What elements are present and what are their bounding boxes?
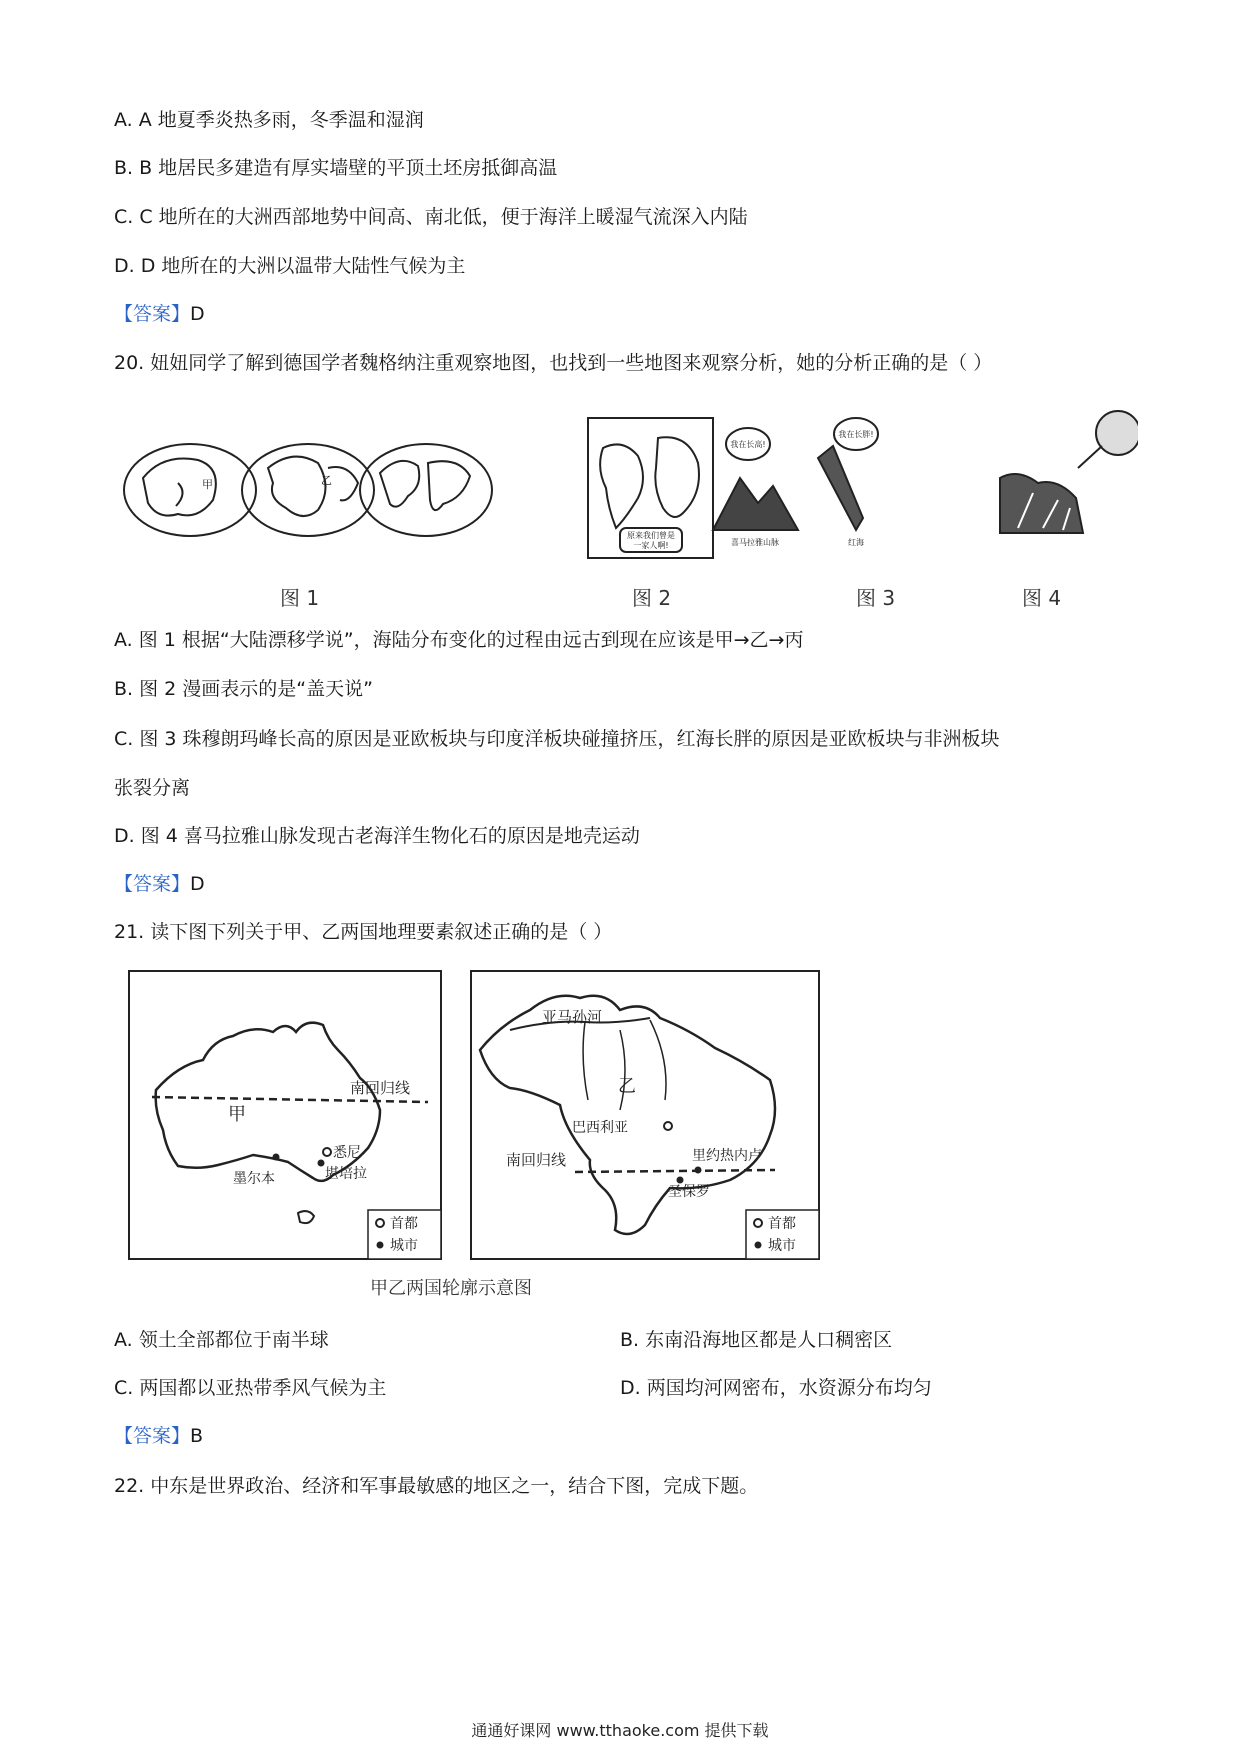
country-label: 乙 (618, 1076, 636, 1097)
fig2-bubble-line1: 原来我们曾是 (627, 531, 675, 540)
q21-option-d: D. 两国均河网密布，水资源分布均匀 (620, 1377, 932, 1399)
answer-tag: 【答案】 (114, 303, 191, 325)
answer-tag: 【答案】 (114, 1425, 191, 1447)
city-sydney: 悉尼 (333, 1145, 361, 1161)
fig2-bubble-line2: 一家人啊! (633, 541, 669, 550)
fig1-globes (124, 444, 492, 536)
fig2-caption: 图 2 (632, 586, 672, 610)
legend (746, 1210, 819, 1259)
q19-option-d: D. D 地所在的大洲以温带大陆性气候为主 (114, 255, 466, 277)
q20-option-d: D. 图 4 喜马拉雅山脉发现古老海洋生物化石的原因是地壳运动 (114, 825, 640, 847)
answer-tag: 【答案】 (114, 873, 191, 895)
legend-city: 城市 (768, 1238, 796, 1254)
city-brasilia: 巴西利亚 (572, 1120, 628, 1136)
q19-option-a: A. A 地夏季炎热多雨，冬季温和湿润 (114, 109, 424, 131)
fig4-caption: 图 4 (1022, 586, 1062, 610)
fig3-caption: 图 3 (856, 586, 896, 610)
city-melbourne: 墨尔本 (233, 1171, 275, 1187)
q20-option-b: B. 图 2 漫画表示的是“盖天说” (114, 678, 373, 700)
fig3-bubble-grow-fat: 我在长胖! (838, 430, 874, 439)
legend (368, 1210, 441, 1259)
fig3-bubble-grow-tall: 我在长高! (730, 440, 766, 449)
q21-answer (114, 1424, 203, 1448)
fig1-label-yi: 乙 (321, 474, 332, 487)
q20-option-a: A. 图 1 根据“大陆漂移学说”，海陆分布变化的过程由远古到现在应该是甲→乙→丙 (114, 629, 804, 651)
fig1-caption: 图 1 (280, 586, 320, 610)
q21-map-jia (128, 970, 442, 1260)
q20-figure (118, 408, 1138, 613)
q21-option-c: C. 两国都以亚热带季风气候为主 (114, 1377, 387, 1399)
q20-stem: 20. 妞妞同学了解到德国学者魏格纳注重观察地图，也找到一些地图来观察分析，她的分析正确的是（ ） (114, 352, 993, 374)
legend-capital: 首都 (390, 1216, 418, 1232)
q20-option-c: C. 图 3 珠穆朗玛峰长高的原因是亚欧板块与印度洋板块碰撞挤压，红海长胖的原因是亚欧板块与非洲板块 (114, 728, 1000, 750)
city-sao-paulo: 圣保罗 (668, 1184, 710, 1200)
q19-option-b: B. B 地居民多建造有厚实墙壁的平顶土坯房抵御高温 (114, 157, 558, 179)
country-label: 甲 (228, 1104, 246, 1125)
q22-stem: 22. 中东是世界政治、经济和军事最敏感的地区之一，结合下图，完成下题。 (114, 1475, 759, 1497)
q21-map-yi (470, 970, 820, 1260)
legend-city: 城市 (390, 1238, 418, 1254)
tropic-label: 南回归线 (350, 1079, 411, 1097)
q21-stem: 21. 读下图下列关于甲、乙两国地理要素叙述正确的是（ ） (114, 921, 613, 943)
answer-value: D (190, 873, 205, 895)
fig3-label-redsea: 红海 (848, 538, 864, 547)
q19-answer (114, 302, 205, 326)
river-label: 亚马孙河 (542, 1008, 603, 1026)
q20-answer (114, 872, 205, 896)
city-canberra: 堪培拉 (325, 1166, 367, 1182)
answer-value: D (190, 303, 205, 325)
q21-option-a: A. 领土全部都位于南半球 (114, 1329, 329, 1351)
city-rio: 里约热内卢 (692, 1148, 762, 1164)
q21-map-caption: 甲乙两国轮廓示意图 (370, 1278, 532, 1299)
fig3-label-himalaya: 喜马拉雅山脉 (731, 538, 779, 547)
q20-option-c-cont: 张裂分离 (114, 777, 191, 799)
tropic-label: 南回归线 (506, 1151, 567, 1169)
legend-capital: 首都 (768, 1216, 796, 1232)
fig4-fossils (1000, 411, 1138, 533)
q19-option-c: C. C 地所在的大洲西部地势中间高、南北低，便于海洋上暖湿气流深入内陆 (114, 206, 748, 228)
answer-value: B (190, 1425, 204, 1447)
footer-source: 通通好课网 www.tthaoke.com 提供下载 (471, 1721, 769, 1740)
fig1-label-jia: 甲 (202, 478, 213, 491)
q21-option-b: B. 东南沿海地区都是人口稠密区 (620, 1329, 893, 1351)
